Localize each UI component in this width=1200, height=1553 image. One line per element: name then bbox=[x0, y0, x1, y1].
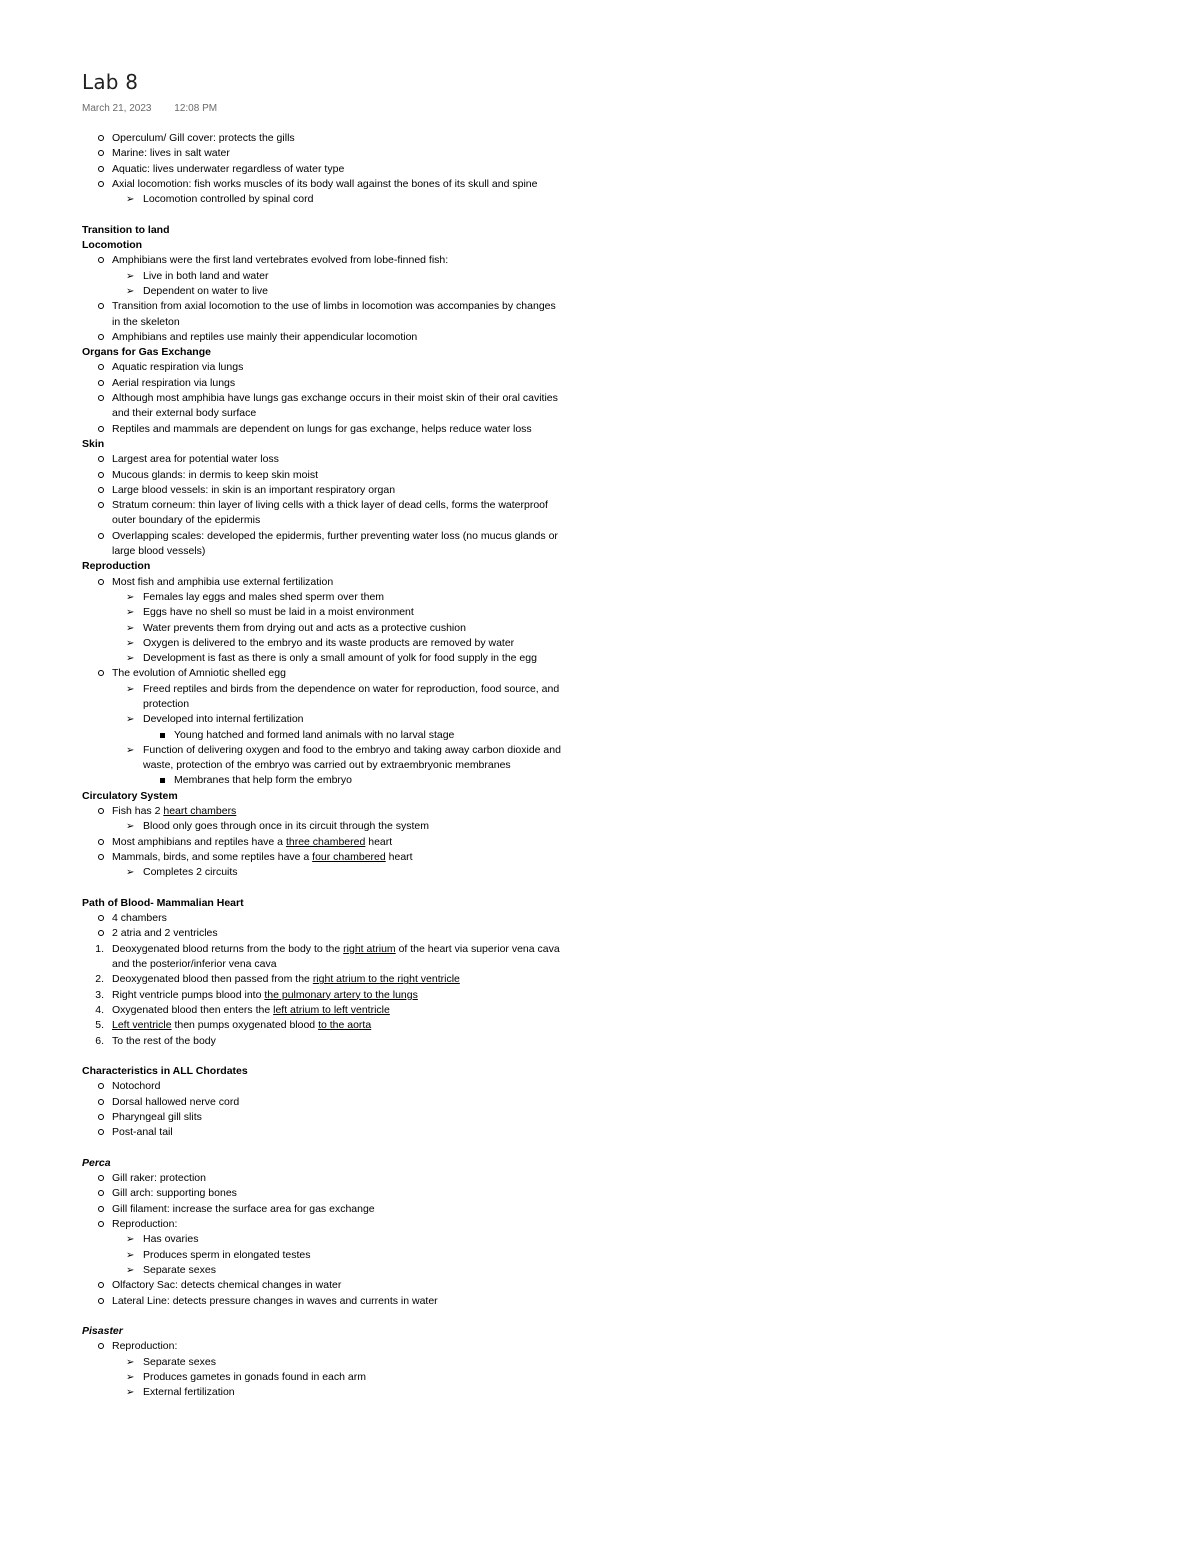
hollow-bullet-icon bbox=[98, 854, 104, 860]
section-heading bbox=[82, 1324, 562, 1339]
line-text: Organs for Gas Exchange bbox=[82, 346, 211, 359]
hollow-bullet-icon bbox=[98, 181, 104, 187]
list-item bbox=[82, 1278, 562, 1293]
hollow-bullet-icon bbox=[98, 426, 104, 432]
blank-line bbox=[82, 1141, 562, 1156]
line-text: Deoxygenated blood returns from the body to the bbox=[112, 942, 344, 955]
list-item bbox=[82, 1217, 562, 1232]
hollow-bullet-icon bbox=[98, 135, 104, 141]
blank-line bbox=[82, 1049, 562, 1064]
line-text: Although most amphibia have lungs gas exchange occurs in their moist skin of their oral cavities and their external body surface bbox=[112, 392, 558, 420]
hollow-bullet-icon bbox=[98, 334, 104, 340]
page-time: 12:08 PM bbox=[174, 103, 218, 114]
list-item bbox=[82, 269, 562, 284]
list-item bbox=[82, 728, 562, 743]
arrow-bullet-icon: ➢ bbox=[126, 867, 135, 879]
hollow-bullet-icon bbox=[98, 257, 104, 263]
hollow-bullet-icon bbox=[98, 1083, 104, 1089]
line-text: Aquatic: lives underwater regardless of water type bbox=[112, 162, 345, 175]
line-text: Membranes that help form the embryo bbox=[174, 774, 352, 787]
line-text: heart bbox=[385, 850, 413, 863]
underlined-text: Left ventricle bbox=[112, 1019, 172, 1032]
list-item bbox=[82, 177, 562, 192]
list-item bbox=[82, 1079, 562, 1094]
list-item bbox=[82, 498, 562, 529]
blank-line bbox=[82, 881, 562, 896]
line-text: Has ovaries bbox=[143, 1233, 199, 1246]
list-item bbox=[82, 605, 562, 620]
numbered-item bbox=[82, 1034, 562, 1049]
list-item bbox=[82, 590, 562, 605]
list-item bbox=[82, 330, 562, 345]
list-item bbox=[82, 804, 562, 819]
hollow-bullet-icon bbox=[98, 166, 104, 172]
arrow-bullet-icon: ➢ bbox=[126, 1387, 135, 1399]
line-text: Oxygen is delivered to the embryo and its waste products are removed by water bbox=[143, 636, 515, 649]
page-timestamp bbox=[82, 103, 217, 114]
line-text: Females lay eggs and males shed sperm over them bbox=[143, 590, 385, 603]
section-heading bbox=[82, 238, 562, 253]
note-body bbox=[82, 131, 562, 1401]
line-text: heart bbox=[365, 835, 393, 848]
hollow-bullet-icon bbox=[98, 303, 104, 309]
line-text: Characteristics in ALL Chordates bbox=[82, 1065, 248, 1078]
list-number: 4. bbox=[95, 1003, 104, 1016]
underlined-text: left atrium to left ventricle bbox=[273, 1003, 390, 1016]
line-text: To the rest of the body bbox=[112, 1034, 216, 1047]
hollow-bullet-icon bbox=[98, 930, 104, 936]
list-item bbox=[82, 1385, 562, 1400]
list-item bbox=[82, 391, 562, 422]
list-item bbox=[82, 865, 562, 880]
list-item bbox=[82, 1125, 562, 1140]
line-text: Aquatic respiration via lungs bbox=[112, 361, 244, 374]
list-item bbox=[82, 1171, 562, 1186]
hollow-bullet-icon bbox=[98, 1221, 104, 1227]
hollow-bullet-icon bbox=[98, 839, 104, 845]
hollow-bullet-icon bbox=[98, 364, 104, 370]
square-bullet-icon bbox=[160, 778, 165, 783]
hollow-bullet-icon bbox=[98, 1099, 104, 1105]
line-text: Young hatched and formed land animals with no larval stage bbox=[174, 728, 455, 741]
arrow-bullet-icon: ➢ bbox=[126, 1264, 135, 1276]
arrow-bullet-icon: ➢ bbox=[126, 637, 135, 649]
blank-line bbox=[82, 1309, 562, 1324]
list-item bbox=[82, 743, 562, 774]
list-item bbox=[82, 850, 562, 865]
line-text: Mucous glands: in dermis to keep skin moist bbox=[112, 468, 319, 481]
section-heading bbox=[82, 1064, 562, 1079]
line-text: Stratum corneum: thin layer of living cells with a thick layer of dead cells, forms the waterproof outer boundary of the epidermis bbox=[112, 499, 548, 527]
list-item bbox=[82, 360, 562, 375]
list-item bbox=[82, 1110, 562, 1125]
line-text: Pharyngeal gill slits bbox=[112, 1111, 202, 1123]
line-text: Oxygenated blood then enters the bbox=[112, 1003, 274, 1016]
hollow-bullet-icon bbox=[98, 579, 104, 585]
underlined-text: right atrium to the right ventricle bbox=[312, 973, 460, 986]
hollow-bullet-icon bbox=[98, 533, 104, 539]
arrow-bullet-icon: ➢ bbox=[126, 1234, 135, 1246]
section-heading bbox=[82, 789, 562, 804]
hollow-bullet-icon bbox=[98, 456, 104, 462]
list-item bbox=[82, 819, 562, 834]
line-text: Reproduction: bbox=[112, 1218, 178, 1231]
line-text: Aerial respiration via lungs bbox=[112, 376, 236, 389]
line-text: Live in both land and water bbox=[143, 269, 269, 282]
list-number: 2. bbox=[95, 973, 104, 986]
line-text: Eggs have no shell so must be laid in a moist environment bbox=[143, 606, 414, 619]
line-text: Gill raker: protection bbox=[112, 1172, 206, 1185]
section-heading bbox=[82, 559, 562, 574]
list-item bbox=[82, 621, 562, 636]
hollow-bullet-icon bbox=[98, 670, 104, 676]
section-heading bbox=[82, 437, 562, 452]
arrow-bullet-icon: ➢ bbox=[126, 821, 135, 833]
arrow-bullet-icon: ➢ bbox=[126, 744, 135, 756]
section-heading bbox=[82, 896, 562, 911]
hollow-bullet-icon bbox=[98, 915, 104, 921]
line-text: Path of Blood- Mammalian Heart bbox=[82, 896, 244, 909]
list-item bbox=[82, 1339, 562, 1354]
list-item bbox=[82, 162, 562, 177]
line-text: Gill arch: supporting bones bbox=[112, 1187, 237, 1200]
hollow-bullet-icon bbox=[98, 1343, 104, 1349]
hollow-bullet-icon bbox=[98, 1298, 104, 1304]
underlined-text: four chambered bbox=[312, 850, 386, 863]
section-heading bbox=[82, 223, 562, 238]
list-item bbox=[82, 422, 562, 437]
underlined-text: three chambered bbox=[285, 835, 366, 848]
list-item bbox=[82, 1294, 562, 1309]
hollow-bullet-icon bbox=[98, 1190, 104, 1196]
line-text: Separate sexes bbox=[143, 1355, 216, 1368]
list-item bbox=[82, 253, 562, 268]
line-text: Reproduction bbox=[82, 560, 151, 573]
list-item bbox=[82, 712, 562, 727]
square-bullet-icon bbox=[160, 733, 165, 738]
line-text: then pumps oxygenated blood bbox=[171, 1019, 319, 1032]
list-number: 6. bbox=[95, 1034, 104, 1047]
list-item bbox=[82, 1186, 562, 1201]
line-text: of the heart via superior vena cava and the posterior/inferior vena cava bbox=[112, 942, 560, 971]
line-text: Developed into internal fertilization bbox=[143, 713, 304, 726]
arrow-bullet-icon: ➢ bbox=[126, 622, 135, 634]
line-text: Notochord bbox=[112, 1080, 161, 1093]
arrow-bullet-icon: ➢ bbox=[126, 683, 135, 695]
list-item bbox=[82, 1370, 562, 1385]
line-text: Mammals, birds, and some reptiles have a bbox=[112, 850, 313, 863]
arrow-bullet-icon: ➢ bbox=[126, 1372, 135, 1384]
arrow-bullet-icon: ➢ bbox=[126, 194, 135, 206]
line-text: Most fish and amphibia use external fertilization bbox=[112, 575, 334, 588]
page-title: Lab 8 bbox=[82, 70, 139, 94]
line-text: Gill filament: increase the surface area for gas exchange bbox=[112, 1202, 375, 1215]
section-heading bbox=[82, 345, 562, 360]
list-item bbox=[82, 773, 562, 788]
list-item bbox=[82, 1248, 562, 1263]
page-date: March 21, 2023 bbox=[82, 103, 152, 114]
underlined-text: heart chambers bbox=[163, 805, 237, 818]
list-item bbox=[82, 575, 562, 590]
hollow-bullet-icon bbox=[98, 472, 104, 478]
hollow-bullet-icon bbox=[98, 395, 104, 401]
line-text: Amphibians and reptiles use mainly their appendicular locomotion bbox=[112, 330, 418, 343]
blank-line bbox=[82, 207, 562, 222]
underlined-text: right atrium bbox=[343, 942, 396, 955]
line-text: Large blood vessels: in skin is an important respiratory organ bbox=[112, 483, 396, 496]
arrow-bullet-icon: ➢ bbox=[126, 607, 135, 619]
line-text: Post-anal tail bbox=[112, 1126, 173, 1139]
line-text: Lateral Line: detects pressure changes in waves and currents in water bbox=[112, 1294, 438, 1307]
line-text: Completes 2 circuits bbox=[143, 866, 238, 879]
list-item bbox=[82, 146, 562, 161]
arrow-bullet-icon: ➢ bbox=[126, 653, 135, 665]
line-text: Function of delivering oxygen and food to the embryo and taking away carbon dioxide and waste, protection of the embryo was carried out by extraembryonic membranes bbox=[143, 743, 561, 772]
line-text: Deoxygenated blood then passed from the bbox=[112, 973, 313, 986]
list-item bbox=[82, 1202, 562, 1217]
line-text: Axial locomotion: fish works muscles of its body wall against the bones of its skull and spine bbox=[112, 177, 538, 190]
hollow-bullet-icon bbox=[98, 487, 104, 493]
hollow-bullet-icon bbox=[98, 1175, 104, 1181]
list-item bbox=[82, 682, 562, 713]
list-item bbox=[82, 835, 562, 850]
list-item bbox=[82, 529, 562, 560]
line-text: Transition from axial locomotion to the use of limbs in locomotion was accompanies by changes in the skeleton bbox=[112, 300, 556, 328]
hollow-bullet-icon bbox=[98, 380, 104, 386]
line-text: Pisaster bbox=[82, 1325, 123, 1338]
arrow-bullet-icon: ➢ bbox=[126, 285, 135, 297]
list-item bbox=[82, 483, 562, 498]
arrow-bullet-icon: ➢ bbox=[126, 714, 135, 726]
line-text: Olfactory Sac: detects chemical changes in water bbox=[112, 1279, 342, 1292]
list-item bbox=[82, 1263, 562, 1278]
line-text: 4 chambers bbox=[112, 912, 167, 925]
underlined-text: the pulmonary artery to the lungs bbox=[264, 988, 418, 1001]
hollow-bullet-icon bbox=[98, 808, 104, 814]
arrow-bullet-icon: ➢ bbox=[126, 270, 135, 282]
list-item bbox=[82, 1355, 562, 1370]
list-item bbox=[82, 911, 562, 926]
list-item bbox=[82, 926, 562, 941]
line-text: Reproduction: bbox=[112, 1340, 178, 1353]
arrow-bullet-icon: ➢ bbox=[126, 1249, 135, 1261]
line-text: Transition to land bbox=[82, 223, 170, 236]
line-text: Produces gametes in gonads found in each arm bbox=[143, 1371, 366, 1384]
list-item bbox=[82, 651, 562, 666]
line-text: Largest area for potential water loss bbox=[112, 453, 279, 466]
list-item bbox=[82, 666, 562, 681]
arrow-bullet-icon: ➢ bbox=[126, 1356, 135, 1368]
section-heading bbox=[82, 1156, 562, 1171]
list-item bbox=[82, 192, 562, 207]
hollow-bullet-icon bbox=[98, 1129, 104, 1135]
hollow-bullet-icon bbox=[98, 150, 104, 156]
line-text: Overlapping scales: developed the epidermis, further preventing water loss (no mucus glands or large blood vessels) bbox=[112, 529, 558, 558]
line-text: Marine: lives in salt water bbox=[112, 147, 230, 160]
list-item bbox=[82, 131, 562, 146]
list-number: 1. bbox=[95, 942, 104, 955]
line-text: The evolution of Amniotic shelled egg bbox=[112, 667, 286, 680]
numbered-item bbox=[82, 1018, 562, 1033]
line-text: Amphibians were the first land vertebrates evolved from lobe-finned fish: bbox=[112, 254, 449, 267]
line-text: Right ventricle pumps blood into bbox=[112, 988, 265, 1001]
line-text: Freed reptiles and birds from the dependence on water for reproduction, food source, and protection bbox=[143, 682, 560, 710]
line-text: Fish has 2 bbox=[112, 805, 164, 818]
underlined-text: to the aorta bbox=[318, 1019, 372, 1032]
list-item bbox=[82, 452, 562, 467]
line-text: Reptiles and mammals are dependent on lungs for gas exchange, helps reduce water loss bbox=[112, 422, 532, 435]
list-item bbox=[82, 1232, 562, 1247]
line-text: Locomotion bbox=[82, 239, 143, 252]
line-text: Blood only goes through once in its circuit through the system bbox=[143, 820, 429, 833]
arrow-bullet-icon: ➢ bbox=[126, 591, 135, 603]
line-text: Locomotion controlled by spinal cord bbox=[143, 193, 314, 206]
line-text: Circulatory System bbox=[82, 789, 178, 802]
line-text: Operculum/ Gill cover: protects the gills bbox=[112, 132, 295, 144]
hollow-bullet-icon bbox=[98, 1114, 104, 1120]
list-item bbox=[82, 376, 562, 391]
numbered-item bbox=[82, 988, 562, 1003]
line-text: External fertilization bbox=[143, 1386, 235, 1399]
list-item bbox=[82, 468, 562, 483]
list-item bbox=[82, 299, 562, 330]
line-text: Produces sperm in elongated testes bbox=[143, 1248, 311, 1261]
line-text: Water prevents them from drying out and acts as a protective cushion bbox=[143, 621, 466, 634]
numbered-item bbox=[82, 1003, 562, 1018]
line-text: Separate sexes bbox=[143, 1263, 216, 1276]
line-text: Development is fast as there is only a small amount of yolk for food supply in the egg bbox=[143, 652, 537, 665]
list-item bbox=[82, 1095, 562, 1110]
hollow-bullet-icon bbox=[98, 1282, 104, 1288]
hollow-bullet-icon bbox=[98, 1206, 104, 1212]
list-number: 3. bbox=[95, 988, 104, 1001]
numbered-item bbox=[82, 972, 562, 987]
line-text: 2 atria and 2 ventricles bbox=[112, 927, 218, 940]
line-text: Dependent on water to live bbox=[143, 284, 268, 297]
list-item bbox=[82, 284, 562, 299]
list-number: 5. bbox=[95, 1019, 104, 1032]
line-text: Most amphibians and reptiles have a bbox=[112, 835, 286, 848]
numbered-item bbox=[82, 942, 562, 973]
hollow-bullet-icon bbox=[98, 502, 104, 508]
line-text: Perca bbox=[82, 1156, 111, 1169]
line-text: Dorsal hallowed nerve cord bbox=[112, 1095, 240, 1108]
list-item bbox=[82, 636, 562, 651]
line-text: Skin bbox=[82, 437, 105, 450]
